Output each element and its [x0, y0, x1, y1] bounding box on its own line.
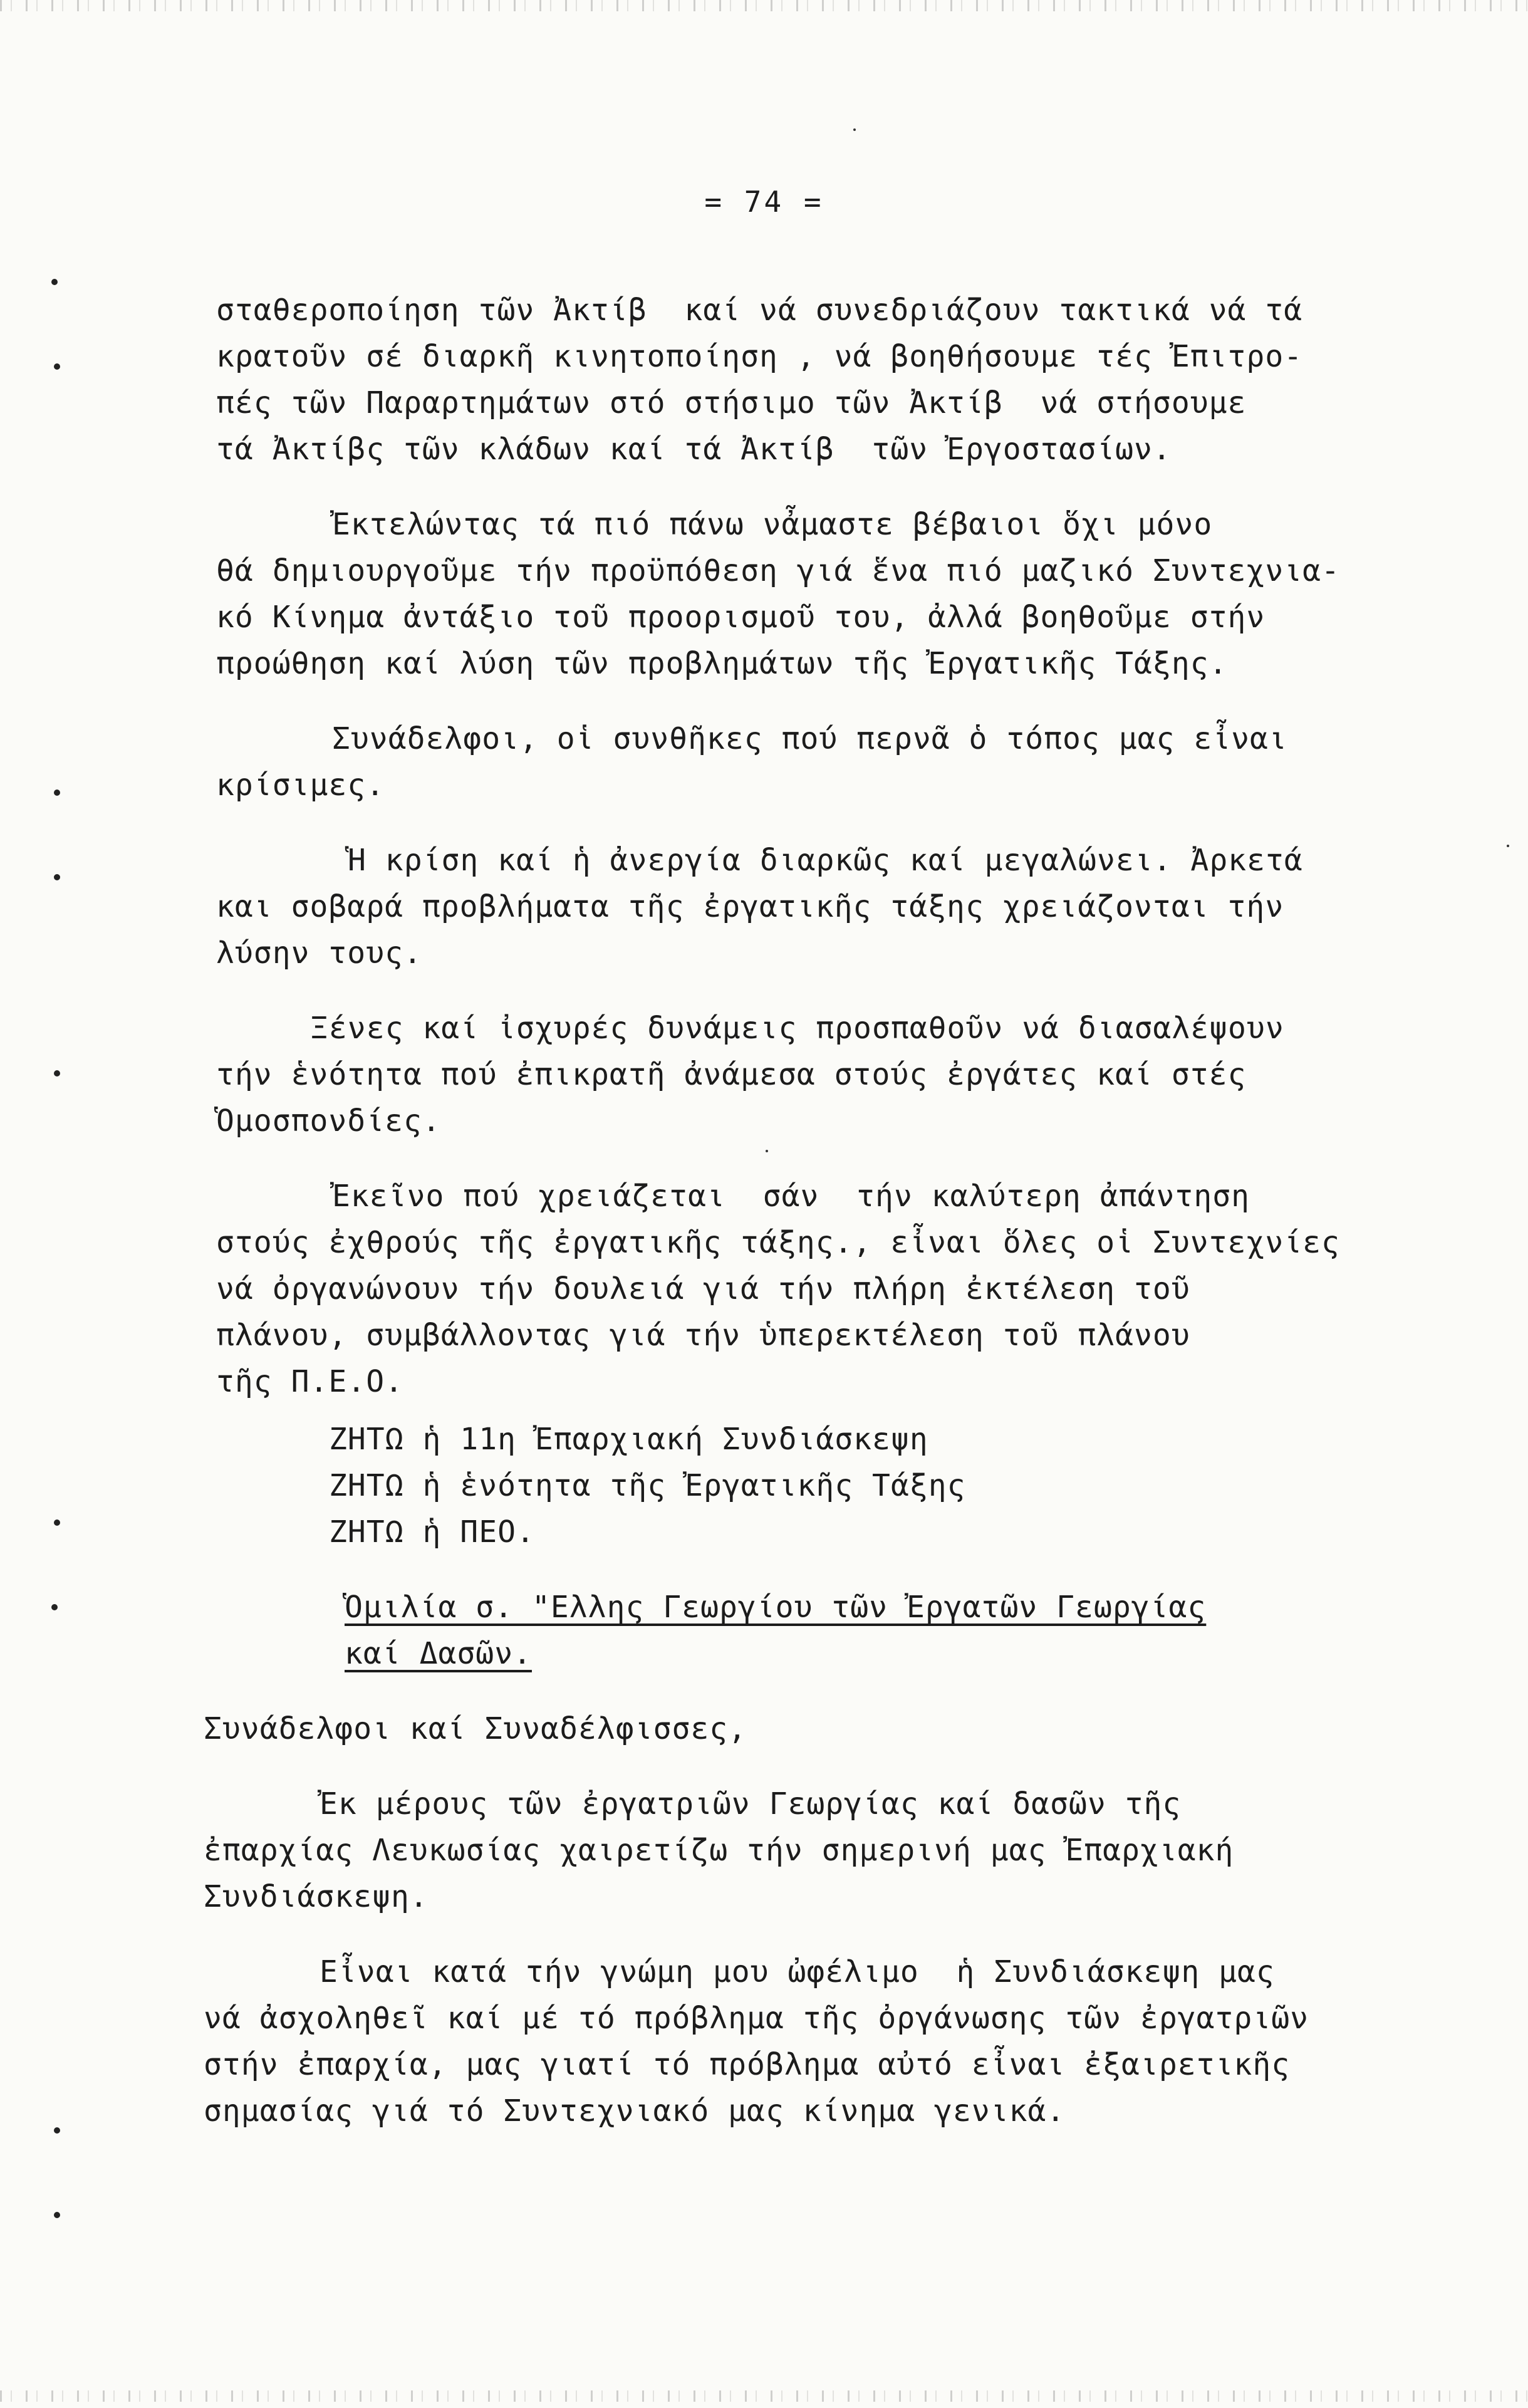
text-line: ἐπαρχίας Λευκωσίας χαιρετίζω τήν σημερινή μας Ἐπαρχιακή: [204, 1833, 1234, 1868]
text-line: κρίσιμες.: [216, 768, 385, 803]
text-line: κό Κίνημα ἀντάξιο τοῦ προορισμοῦ του, ἀλλά βοηθοῦμε στήν: [216, 600, 1266, 635]
scan-edge-bottom: [0, 2390, 1528, 2402]
slogan: ΖΗΤΩ ἡ 11η Ἐπαρχιακή Συνδιάσκεψη: [329, 1422, 928, 1457]
text-line: στούς ἐχθρούς τῆς ἐργατικῆς τάξης., εἶναι ὅλες οἱ Συντεχνίες: [216, 1225, 1340, 1260]
text-line: Ἐκτελώντας τά πιό πάνω νἆμαστε βέβαιοι ὅχι μόνο: [332, 507, 1213, 542]
margin-mark: [51, 1604, 58, 1610]
paragraph: [216, 501, 1406, 687]
text-line: Εἶναι κατά τήν γνώμη μου ὠφέλιμο ἡ Συνδιάσκεψη μας: [320, 1954, 1275, 1989]
text-line: Ξένες καί ἰσχυρές δυνάμεις προσπαθοῦν νά διασαλέψουν: [310, 1011, 1284, 1046]
document-body: [204, 287, 1406, 2163]
text-line: Ἐκ μέρους τῶν ἐργατριῶν Γεωργίας καί δασῶν τῆς: [320, 1786, 1182, 1822]
paragraph: [204, 1781, 1394, 1920]
margin-mark: [54, 1519, 60, 1526]
speech-body: [204, 1706, 1394, 2134]
scan-speck: [1507, 845, 1509, 847]
text-line: Συνδιάσκεψη.: [204, 1879, 429, 1914]
paragraph: [216, 1173, 1406, 1405]
margin-mark: [54, 874, 60, 880]
paragraph: [216, 287, 1406, 472]
paragraph: [204, 1949, 1394, 2134]
paragraph: [216, 1005, 1406, 1144]
text-line: Ὁμοσπονδίες.: [216, 1103, 441, 1139]
text-line: τά Ἀκτίβς τῶν κλάδων καί τά Ἀκτίβ τῶν Ἐργοστασίων.: [216, 432, 1172, 467]
text-line: τῆς Π.Ε.Ο.: [216, 1364, 403, 1399]
greeting-line: Συνάδελφοι καί Συναδέλφισσες,: [204, 1711, 747, 1746]
text-line: κρατοῦν σέ διαρκῆ κινητοποίηση , νά βοηθήσουμε τές Ἐπιτρο-: [216, 339, 1303, 374]
margin-mark: [54, 2212, 60, 2218]
speech-heading: [345, 1584, 1406, 1677]
slogan: ΖΗΤΩ ἡ ἑνότητα τῆς Ἐργατικῆς Τάξης: [329, 1468, 966, 1503]
slogan: ΖΗΤΩ ἡ ΠΕΟ.: [329, 1514, 535, 1550]
text-line: τήν ἑνότητα πού ἐπικρατῆ ἀνάμεσα στούς ἐργάτες καί στές: [216, 1057, 1247, 1092]
text-line: Ἐκεῖνο πού χρειάζεται σάν τήν καλύτερη ἀπάντηση: [332, 1179, 1250, 1214]
slogan-list: [329, 1416, 1406, 1555]
margin-mark: [54, 2127, 60, 2134]
text-line: και σοβαρά προβλήματα τῆς ἐργατικῆς τάξης χρειάζονται τήν: [216, 889, 1284, 924]
greeting: [204, 1706, 1394, 1752]
paragraph: [216, 837, 1406, 976]
speech-heading-line: καί Δασῶν.: [345, 1636, 532, 1671]
text-line: θά δημιουργοῦμε τήν προϋπόθεση γιά ἕνα πιό μαζικό Συντεχνια-: [216, 553, 1340, 588]
scan-speck: [853, 128, 856, 131]
speech-heading-line: Ὁμιλία σ. "Ελλης Γεωργίου τῶν Ἐργατῶν Γεωργίας: [345, 1590, 1207, 1625]
margin-mark: [51, 279, 58, 285]
text-line: Συνάδελφοι, οἱ συνθῆκες πού περνᾶ ὁ τόπος μας εἶναι: [332, 721, 1287, 756]
margin-mark: [54, 363, 60, 370]
text-line: Ἡ κρίση καί ἡ ἀνεργία διαρκῶς καί μεγαλώνει. Ἀρκετά: [348, 843, 1303, 878]
text-line: νά ἀσχοληθεῖ καί μέ τό πρόβλημα τῆς ὀργάνωσης τῶν ἐργατριῶν: [204, 2001, 1309, 2036]
margin-mark: [54, 1070, 60, 1076]
text-line: νά ὀργανώνουν τήν δουλειά γιά τήν πλήρη ἐκτέλεση τοῦ: [216, 1271, 1190, 1306]
text-line: προώθηση καί λύση τῶν προβλημάτων τῆς Ἐργατικῆς Τάξης.: [216, 646, 1228, 681]
text-line: στήν ἐπαρχία, μας γιατί τό πρόβλημα αὐτό εἶναι ἐξαιρετικῆς: [204, 2047, 1291, 2082]
text-line: σημασίας γιά τό Συντεχνιακό μας κίνημα γενικά.: [204, 2093, 1066, 2129]
margin-mark: [54, 790, 60, 796]
text-line: πές τῶν Παραρτημάτων στό στήσιμο τῶν Ἀκτίβ νά στήσουμε: [216, 385, 1247, 420]
text-line: πλάνου, συμβάλλοντας γιά τήν ὑπερεκτέλεση τοῦ πλάνου: [216, 1318, 1190, 1353]
text-line: σταθεροποίηση τῶν Ἀκτίβ καί νά συνεδριάζουν τακτικά νά τά: [216, 293, 1303, 328]
scan-edge-top: [0, 0, 1528, 11]
text-line: λύσην τους.: [216, 936, 422, 971]
page-number: = 74 =: [704, 185, 824, 219]
paragraph: [216, 716, 1406, 808]
